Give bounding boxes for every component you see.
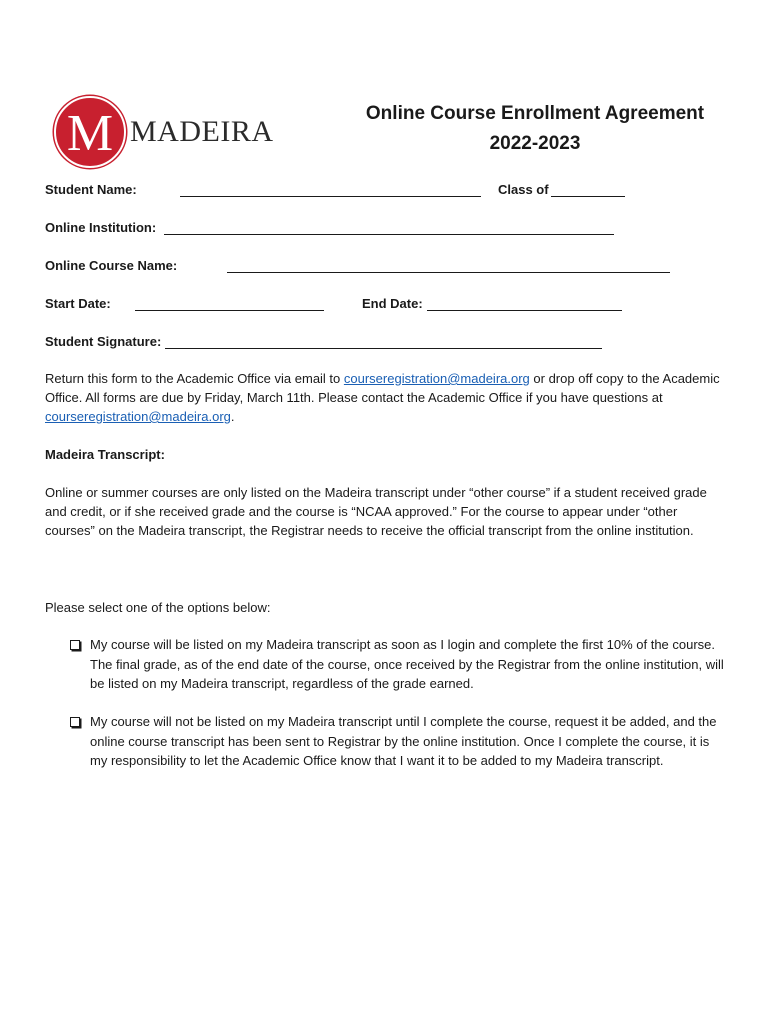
online-institution-label: Online Institution: (45, 220, 157, 235)
school-year: 2022-2023 (489, 133, 581, 154)
options-prompt: Please select one of the options below: (45, 600, 271, 615)
student-signature-field[interactable] (165, 348, 602, 349)
student-name-label: Student Name: (45, 182, 137, 197)
end-date-label: End Date: (362, 296, 423, 311)
online-institution-field[interactable] (164, 234, 614, 235)
logo-wordmark: MADEIRA (130, 115, 274, 148)
online-course-name-field[interactable] (227, 272, 670, 273)
instructions-paragraph (45, 369, 725, 426)
class-of-field[interactable] (551, 196, 625, 197)
class-of-label: Class of (498, 182, 549, 197)
student-signature-label: Student Signature: (45, 334, 162, 349)
option-2-checkbox[interactable] (70, 717, 80, 727)
option-2-text: My course will not be listed on my Madeira transcript until I complete the course, request it be added, and the online course transcript has been sent to Registrar by the online institution. Once I complete the course, it is my responsibility to let the Academic Office know that I want it to be added to my Madeira transcript. (90, 714, 717, 768)
end-date-field[interactable] (427, 310, 622, 311)
email-link[interactable]: courseregistration@madeira.org (343, 371, 530, 386)
logo-letter: M (66, 105, 114, 162)
instructions-text-2: or drop off copy to the Academic Office. All forms are due by Friday, March 11th. Please contact the Academic Office if you have questions at (45, 371, 720, 405)
start-date-field[interactable] (135, 310, 324, 311)
instructions-text-3: . (230, 409, 235, 424)
email-link-2[interactable]: courseregistration@madeira.org (45, 409, 231, 424)
option-1-checkbox[interactable] (70, 640, 80, 650)
transcript-paragraph: Online or summer courses are only listed on the Madeira transcript under “other course” if a student received grade and credit, or if she received grade and the course is “NCAA approved.” For the course to appear under “other courses” on the Madeira transcript, the Registrar needs to receive the official transcript from the online institution. (45, 485, 707, 538)
page-title: Online Course Enrollment Agreement (365, 103, 705, 124)
online-course-name-label: Online Course Name: (45, 258, 178, 273)
start-date-label: Start Date: (45, 296, 111, 311)
student-name-field[interactable] (180, 196, 481, 197)
option-1-text: My course will be listed on my Madeira transcript as soon as I login and complete the first 10% of the course. The final grade, as of the end date of the course, once received by the Registrar from the online institution, will be listed on my Madeira transcript, regardless of the grade earned. (90, 637, 724, 691)
instructions-text-1: Return this form to the Academic Office via email to (45, 371, 344, 386)
transcript-heading: Madeira Transcript: (45, 447, 165, 462)
